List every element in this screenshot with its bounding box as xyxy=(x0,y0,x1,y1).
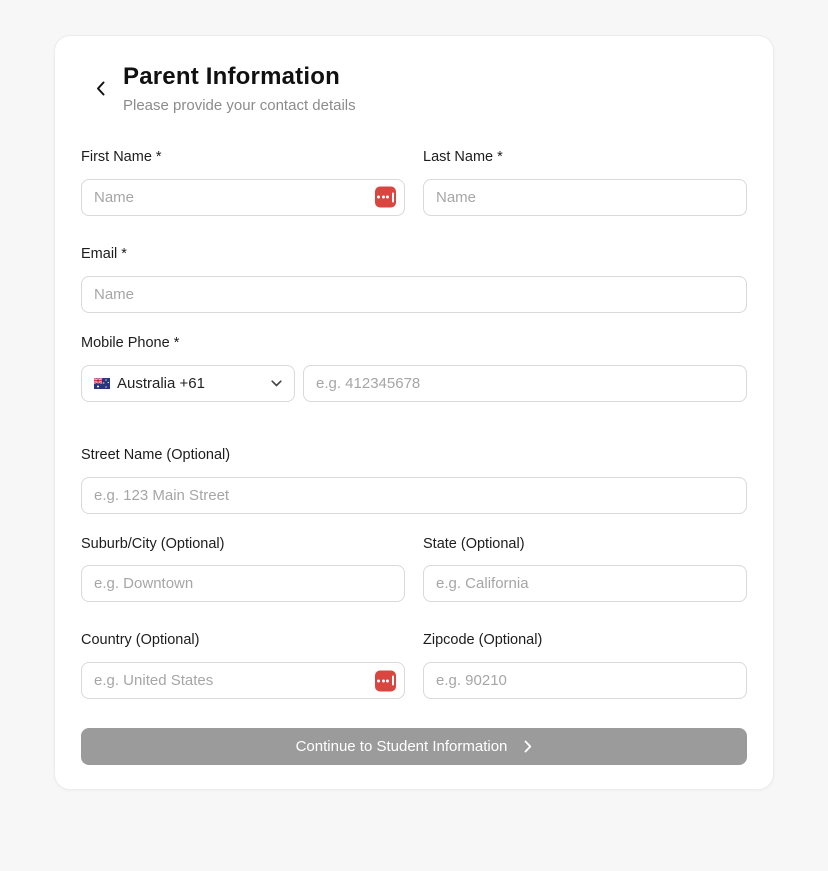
australia-flag-icon xyxy=(94,378,110,389)
country-zip-row xyxy=(81,633,747,699)
password-manager-autofill-icon[interactable] xyxy=(375,670,396,691)
phone-number-input[interactable] xyxy=(303,365,747,402)
chevron-down-icon xyxy=(271,380,282,387)
page-subtitle: Please provide your contact details xyxy=(123,96,356,114)
country-code-selected-value: Australia +61 xyxy=(117,374,205,392)
page-title: Parent Information xyxy=(123,63,340,90)
street-name-input[interactable] xyxy=(81,477,747,514)
continue-button-label: Continue to Student Information xyxy=(295,738,508,756)
street-name-label: Street Name (Optional) xyxy=(81,446,231,463)
country-input[interactable] xyxy=(81,662,405,699)
first-name-label: First Name * xyxy=(81,148,162,165)
first-name-input[interactable] xyxy=(81,179,405,216)
suburb-state-row xyxy=(81,537,747,603)
suburb-city-input[interactable] xyxy=(81,565,405,602)
password-manager-autofill-icon[interactable] xyxy=(375,187,396,208)
chevron-left-icon xyxy=(96,81,105,96)
email-label: Email * xyxy=(81,245,127,262)
street-group xyxy=(81,448,747,514)
name-row xyxy=(81,150,747,216)
last-name-label: Last Name * xyxy=(423,148,503,165)
back-button[interactable] xyxy=(87,75,113,101)
country-label: Country (Optional) xyxy=(81,632,200,649)
chevron-right-icon xyxy=(524,740,532,753)
last-name-input[interactable] xyxy=(423,179,747,216)
mobile-phone-label: Mobile Phone * xyxy=(81,334,180,351)
mobile-phone-group xyxy=(81,336,747,402)
parent-information-card xyxy=(54,35,774,790)
zipcode-input[interactable] xyxy=(423,662,747,699)
continue-to-student-information-button[interactable] xyxy=(81,728,747,765)
state-label: State (Optional) xyxy=(423,535,525,552)
form-header xyxy=(81,63,747,114)
zipcode-label: Zipcode (Optional) xyxy=(423,632,543,649)
email-group xyxy=(81,247,747,313)
country-code-select[interactable] xyxy=(81,365,295,402)
state-input[interactable] xyxy=(423,565,747,602)
suburb-city-label: Suburb/City (Optional) xyxy=(81,535,225,552)
email-input[interactable] xyxy=(81,276,747,313)
